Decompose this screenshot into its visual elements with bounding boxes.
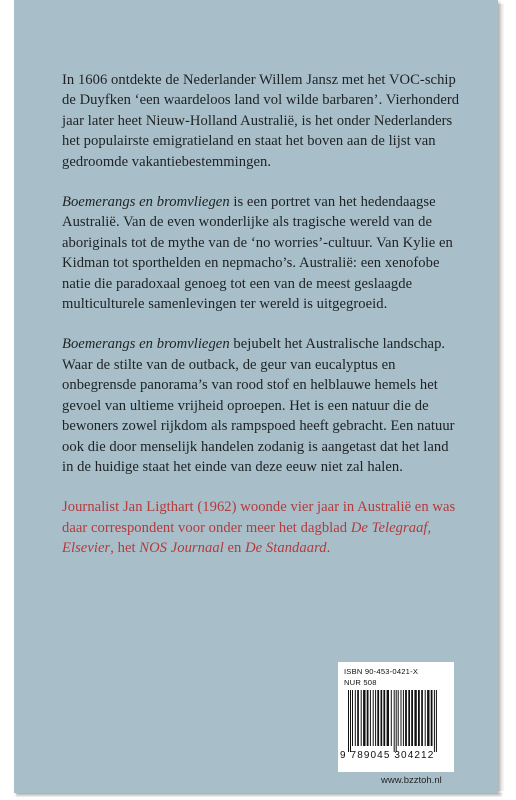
book-bottom-edge xyxy=(16,793,502,797)
author-bio: Journalist Jan Ligthart (1962) woonde vier jaar in Australië en was daar correspondent voor onder meer het dagblad De Telegraaf, Elsevier, het NOS Journaal en De Standaard. xyxy=(62,499,456,557)
nur-text: NUR 508 xyxy=(344,678,377,687)
barcode-bars-icon xyxy=(348,690,446,752)
blurb-text xyxy=(62,70,462,579)
publisher-website: www.bzztoh.nl xyxy=(381,775,442,786)
book-title: Boemerangs en bromvliegen xyxy=(62,336,230,353)
book-spine-edge xyxy=(498,4,504,791)
book-title: Boemerangs en bromvliegen xyxy=(62,194,230,211)
ean-number: 9 789045 304212 xyxy=(340,750,435,761)
paragraph-landscape: Boemerangs en bromvliegen bejubelt het Australische landschap. Waar de stilte van de outback, de geur van eucalyptus en onbegrensde panorama’s van rood stof en helblauwe hemels het gevoel van ultieme vrijheid oproepen. Het is een natuur die de bewoners zowel rijkdom als rampspoed heeft gebracht. Een natuur ook die door menselijk handelen zodanig is aangetast dat het land in de huidige staat het einde van deze eeuw niet zal halen. xyxy=(62,336,455,475)
paragraph-intro: In 1606 ontdekte de Nederlander Willem Jansz met het VOC-schip de Duyfken ‘een waardeloos land vol wilde barbaren’. Vierhonderd jaar later heet Nieuw-Holland Australië, is het onder Nederlanders het populairste emigratieland en staat het boven aan de lijst van gedroomde vakantiebestemmingen. xyxy=(62,72,460,170)
isbn-text: ISBN 90-453-0421-X xyxy=(344,667,419,676)
barcode-label xyxy=(338,662,454,772)
paragraph-portrait: Boemerangs en bromvliegen is een portret van het hedendaagse Australië. Van de even wonderlijke als tragische wereld van de aboriginals tot de mythe van de ‘no worries’-cultuur. Van Kylie en Kidman tot sporthelden en nepmacho’s. Australië: een xenofobe natie die paradoxaal genoeg tot een van de meest geslaagde multiculturele samenlevingen ter wereld is uitgegroeid. xyxy=(62,194,453,313)
